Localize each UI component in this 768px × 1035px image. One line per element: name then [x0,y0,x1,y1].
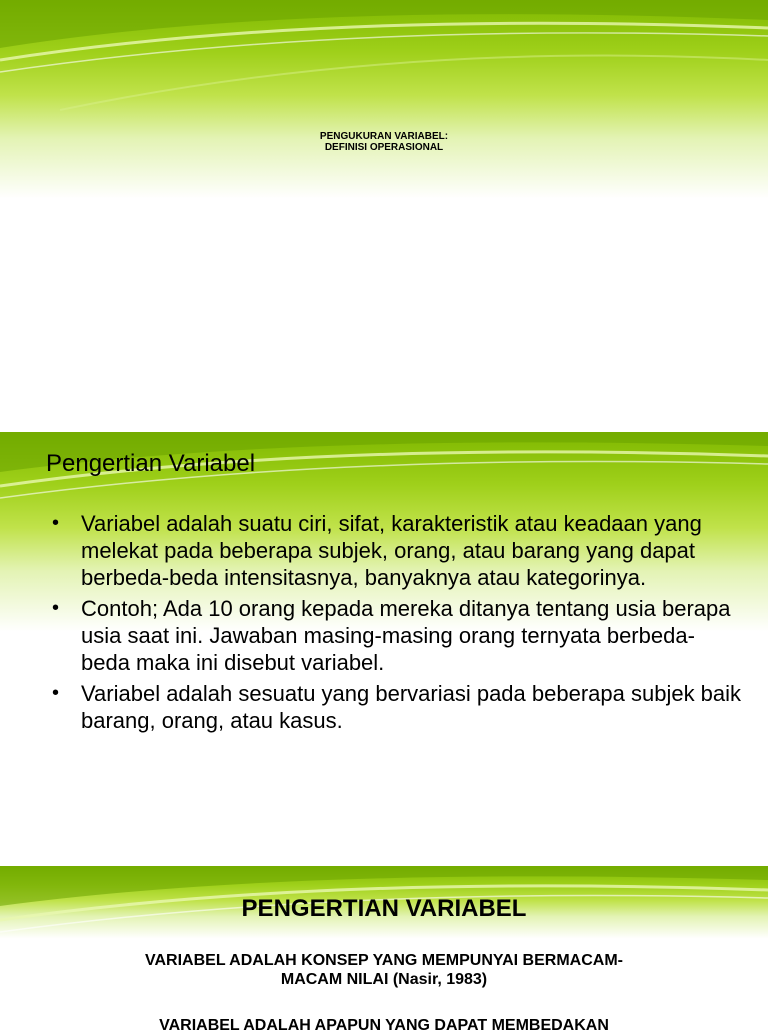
bullet-text: Contoh; Ada 10 orang kepada mereka ditanya tentang usia berapa usia saat ini. Jawaban masing-masing orang ternyata berbeda-beda maka ini disebut variabel. [81,596,731,675]
slide-3 [0,866,768,1034]
slide-3-title: PENGERTIAN VARIABEL [241,895,527,922]
slide-2-title: Pengertian Variabel [46,450,256,477]
slide-1-title [0,131,768,153]
list-item [52,510,742,591]
list-item [52,595,742,676]
title-line-2: DEFINISI OPERASIONAL [324,142,444,153]
bullet-text: Variabel adalah sesuatu yang bervariasi pada beberapa subjek baik barang, orang, atau kasus. [81,681,742,733]
title-line-1: PENGUKURAN VARIABEL: [319,131,449,142]
slide-2 [0,432,768,866]
bullet-icon: • [52,682,60,704]
definition-text: VARIABEL ADALAH KONSEP YANG MEMPUNYAI BERMACAM-MACAM NILAI (Nasir, 1983) [145,952,623,988]
list-item [52,680,742,734]
bullet-text: Variabel adalah suatu ciri, sifat, karakteristik atau keadaan yang melekat pada beberapa subjek, orang, atau barang yang dapat berbeda-beda intensitasnya, banyaknya atau kategorinya. [81,511,702,590]
bullet-list [52,510,742,738]
decorative-swoosh [0,0,768,120]
bullet-icon: • [52,597,60,619]
bullet-icon: • [52,512,60,534]
slide-1 [0,0,768,432]
definition-text-2: VARIABEL ADALAH APAPUN YANG DAPAT MEMBEDAKAN [159,1017,609,1034]
